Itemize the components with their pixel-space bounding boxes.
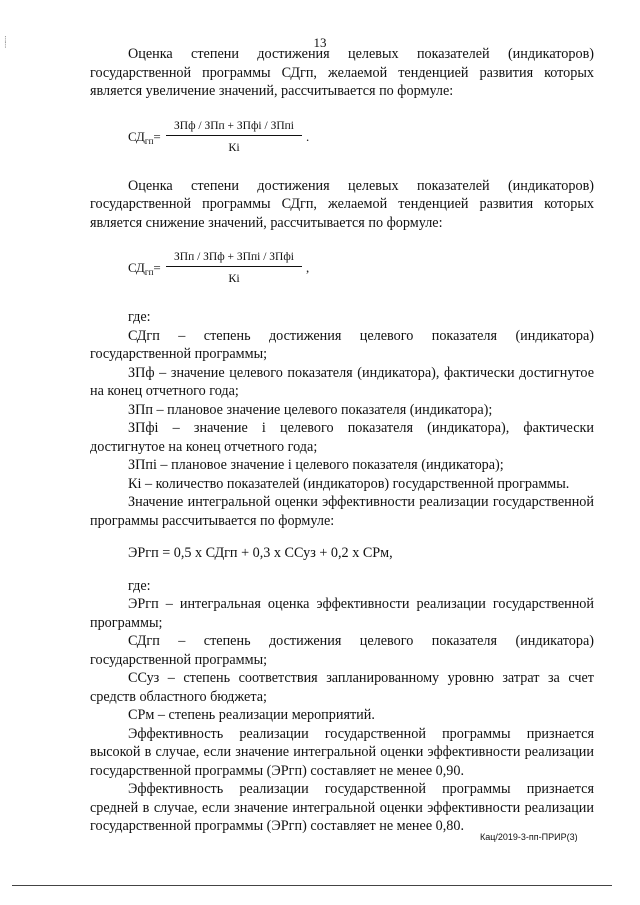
fraction-bar bbox=[166, 135, 302, 136]
where-label: где: bbox=[128, 577, 151, 594]
formula-end: . bbox=[306, 128, 310, 144]
formula-decrease bbox=[128, 246, 594, 294]
formula-denominator: Кi bbox=[228, 139, 240, 154]
definition-item: ССуз – степень соответствия запланированному уровню затрат за счет средств областного бюджета; bbox=[90, 670, 594, 705]
where-label: где: bbox=[128, 309, 151, 325]
definition-item: СДгп – степень достижения целевого показателя (индикатора) государственной программы; bbox=[90, 633, 594, 668]
paragraph-high-efficiency: Эффективность реализации государственной программы признается высокой в случае, если значение интегральной оценки эффективности реализации государственной программы (ЭРгп) составляет не менее 0,90. bbox=[90, 725, 594, 779]
document-code: Кац/2019-3-пп-ПРИР(3) bbox=[480, 832, 578, 842]
formula-numerator: ЗПф / ЗПп + ЗПфi / ЗПпi bbox=[174, 119, 294, 132]
paragraph-medium-efficiency: Эффективность реализации государственной программы признается средней в случае, если значение интегральной оценки эффективности реализации государственной программы (ЭРгп) составляет не менее 0,80. bbox=[90, 781, 594, 834]
formula-denominator: Кi bbox=[228, 271, 240, 285]
definition-item: Кi – количество показателей (индикаторов) государственной программы. bbox=[128, 475, 570, 492]
formula-lhs: $СД_{гп}=$ bbox=[128, 128, 161, 146]
page-number: 13 bbox=[313, 35, 327, 50]
paragraph-integral: Значение интегральной оценки эффективности реализации государственной программы рассчитывается по формуле: bbox=[90, 494, 594, 529]
definition-item: ЗПф – значение целевого показателя (индикатора), фактически достигнутое на конец отчетного года; bbox=[90, 364, 594, 399]
formula-integral: ЭРгп = 0,5 х СДгп + 0,3 х ССуз + 0,2 х СРм, bbox=[128, 545, 393, 561]
bottom-rule bbox=[12, 885, 612, 886]
page-content bbox=[90, 45, 594, 836]
paragraph-increase: Оценка степени достижения целевых показателей (индикаторов) государственной программы СДгп, желаемой тенденцией развития которых является увеличение значений, рассчитывается по формуле: bbox=[90, 46, 594, 99]
fraction-bar bbox=[166, 266, 302, 267]
definition-item: ЗПп – плановое значение целевого показателя (индикатора); bbox=[128, 401, 493, 418]
formula-numerator: ЗПп / ЗПф + ЗПпi / ЗПфi bbox=[174, 251, 294, 263]
formula-lhs: $СД_{гп}=$ bbox=[128, 260, 161, 277]
formula-increase bbox=[128, 115, 594, 163]
definition-item: СРм – степень реализации мероприятий. bbox=[128, 707, 375, 723]
definition-item: СДгп – степень достижения целевого показателя (индикатора) государственной программы; bbox=[90, 327, 594, 362]
formula-end: , bbox=[306, 260, 310, 275]
definition-item: ЗПфi – значение i целевого показателя (индикатора), фактически достигнутое на конец отчетного года; bbox=[90, 420, 594, 455]
binder-marks: ⁝ ⁝ bbox=[4, 34, 7, 50]
definition-item: ЭРгп – интегральная оценка эффективности реализации государственной программы; bbox=[90, 596, 594, 631]
definition-item: ЗПпi – плановое значение i целевого показателя (индикатора); bbox=[128, 457, 504, 473]
paragraph-decrease: Оценка степени достижения целевых показателей (индикаторов) государственной программы СДгп, желаемой тенденцией развития которых является снижение значений, рассчитывается по формуле: bbox=[90, 177, 594, 231]
